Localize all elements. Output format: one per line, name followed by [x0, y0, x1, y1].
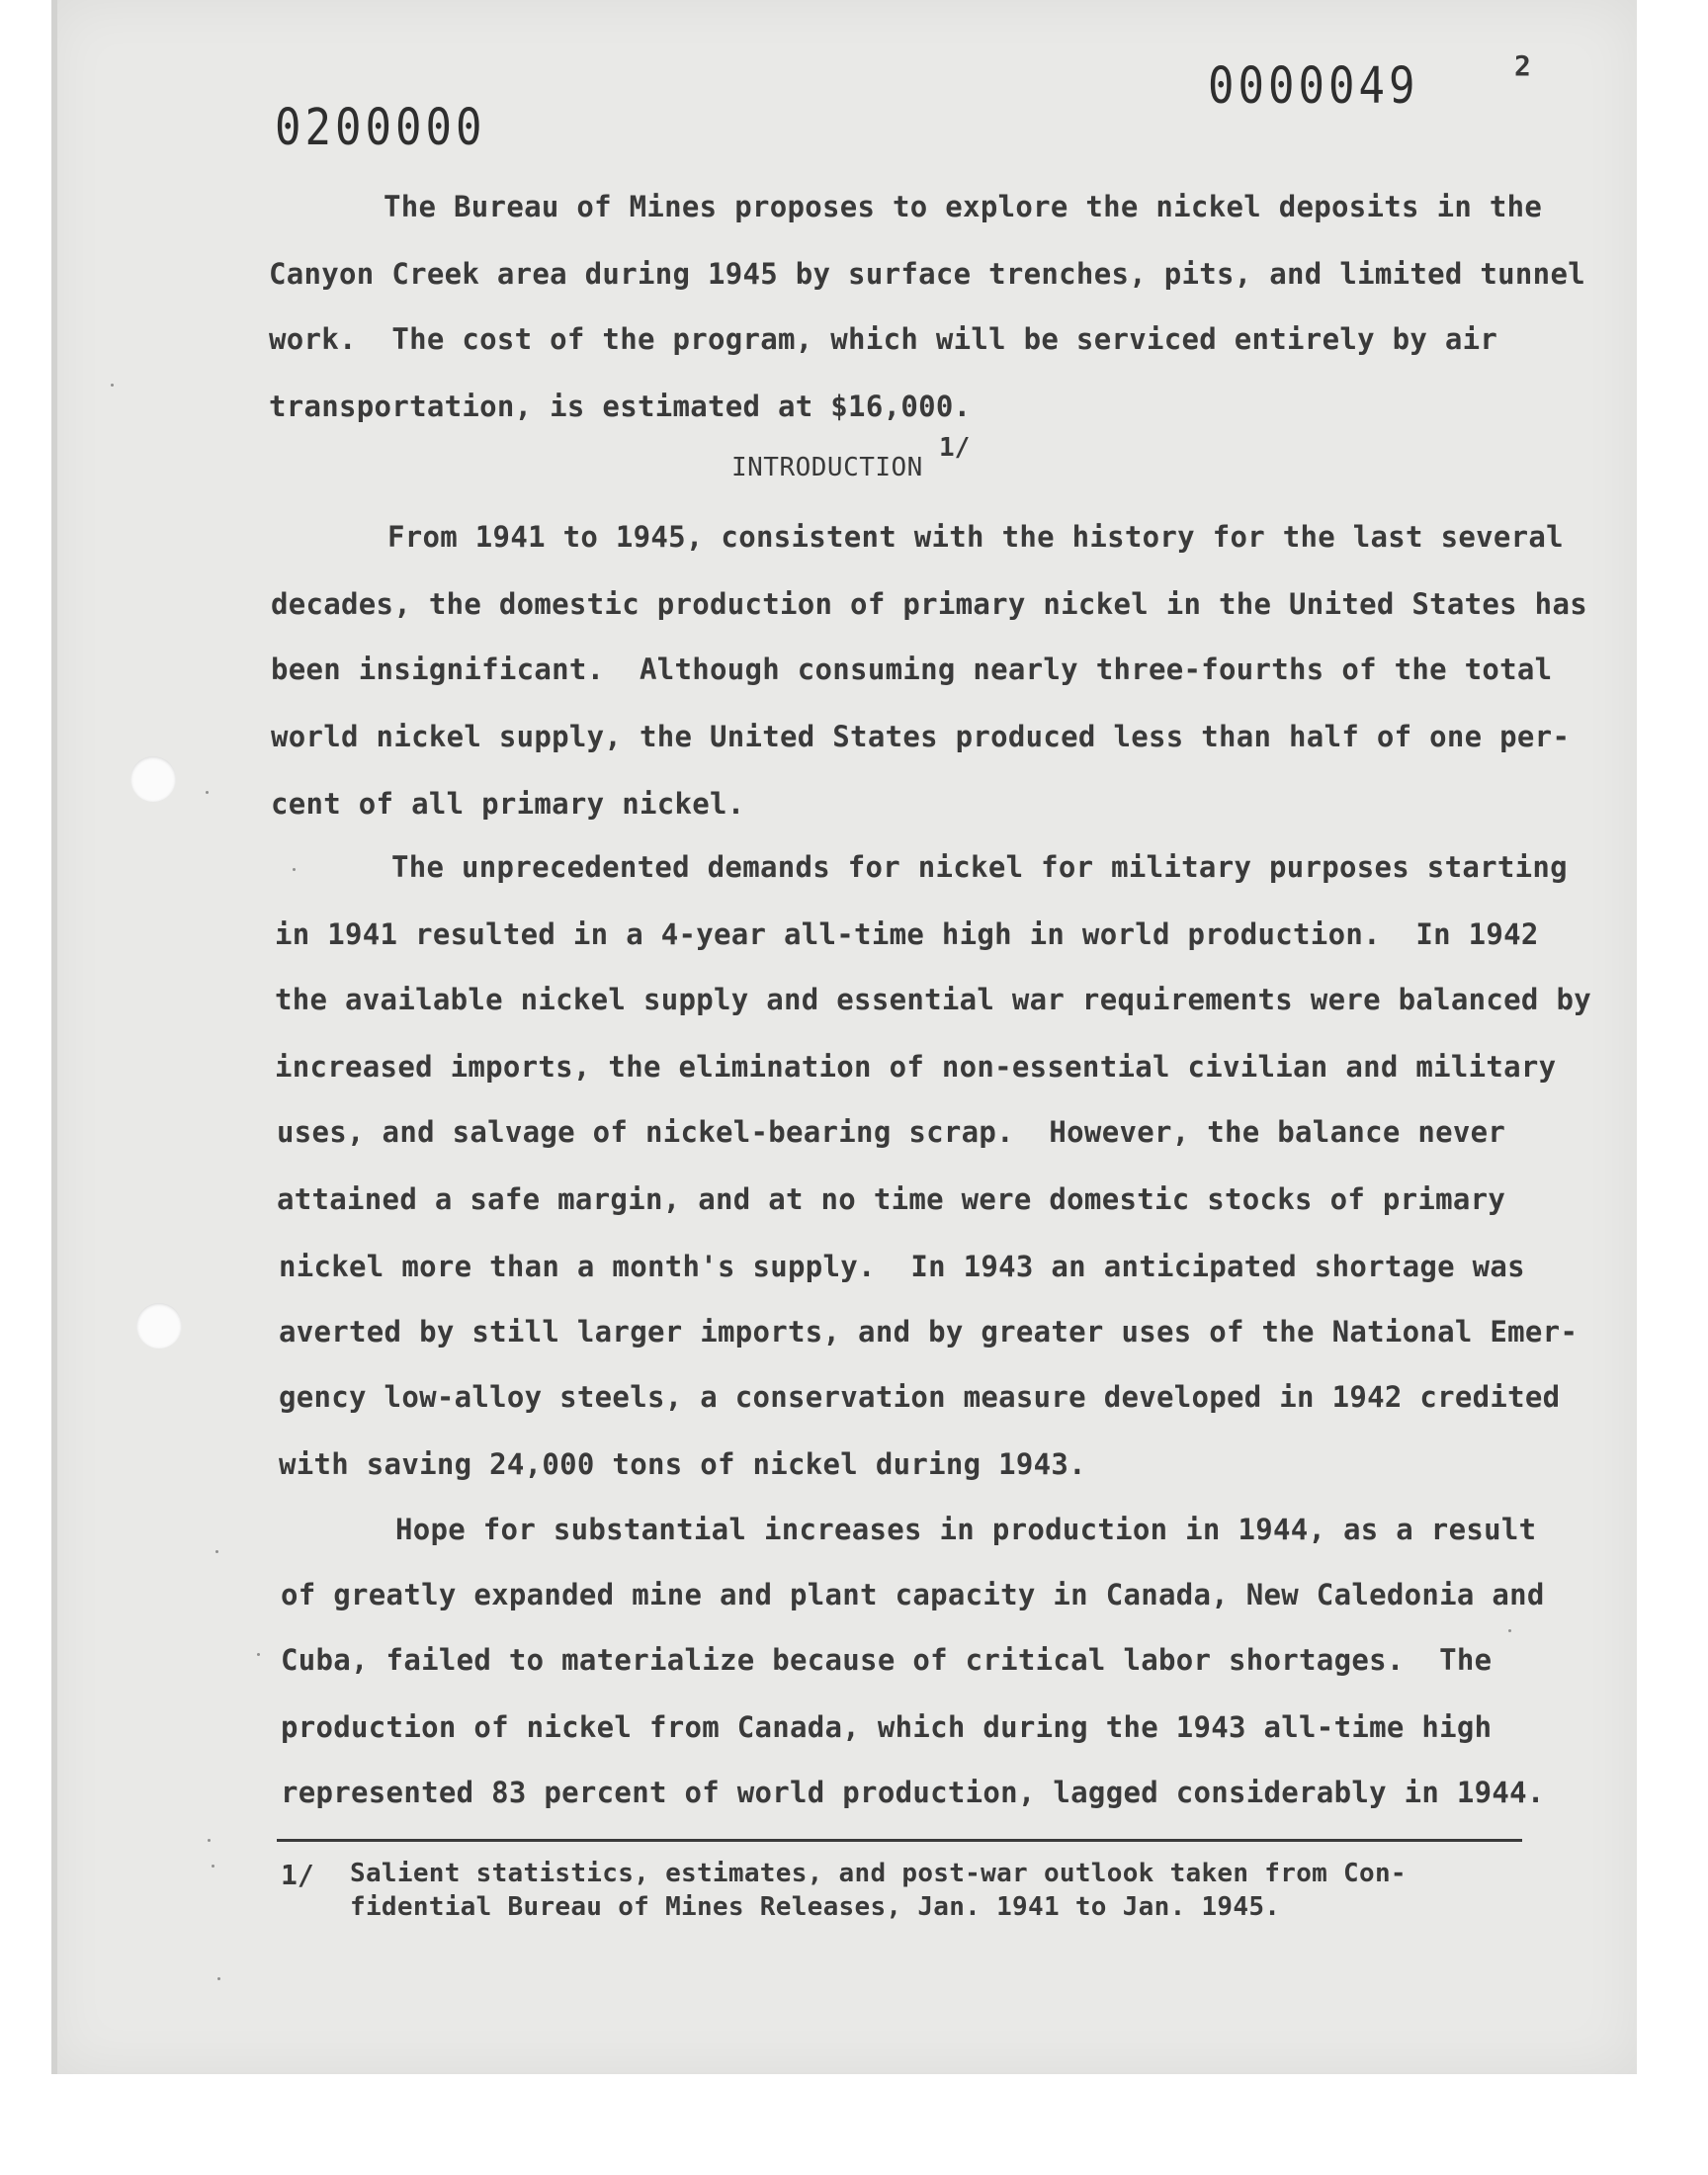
footnote-divider [277, 1839, 1522, 1842]
text-line: From 1941 to 1945, consistent with the history for the last several [387, 520, 1564, 554]
text-line: Canyon Creek area during 1945 by surface trenches, pits, and limited tunnel [269, 257, 1585, 291]
scan-speck [215, 1550, 218, 1553]
document-page [51, 0, 1637, 2074]
document-stamp-right: 0000049 [1208, 57, 1419, 116]
text-line: Cuba, failed to materialize because of critical labor shortages. The [281, 1643, 1493, 1677]
page-number: 2 [1514, 49, 1531, 82]
footnote-marker: 1/ [281, 1859, 314, 1891]
footnote-line: fidential Bureau of Mines Releases, Jan. 1941 to Jan. 1945. [350, 1892, 1281, 1922]
footnote-line: Salient statistics, estimates, and post-war outlook taken from Con- [350, 1859, 1407, 1888]
text-line: transportation, is estimated at $16,000. [269, 390, 972, 423]
scan-speck [1508, 1629, 1511, 1632]
scan-speck [257, 1653, 260, 1656]
text-line: uses, and salvage of nickel-bearing scrap. However, the balance never [277, 1115, 1506, 1149]
text-line: averted by still larger imports, and by greater uses of the National Emer- [279, 1315, 1579, 1348]
text-line: production of nickel from Canada, which during the 1943 all-time high [281, 1710, 1493, 1744]
text-line: decades, the domestic production of primary nickel in the United States has [271, 587, 1587, 621]
text-line: nickel more than a month's supply. In 1943 an anticipated shortage was [279, 1250, 1525, 1283]
section-heading: INTRODUCTION [731, 453, 923, 482]
text-line: in 1941 resulted in a 4-year all-time high in world production. In 1942 [275, 917, 1539, 951]
punch-hole-lower [136, 1303, 182, 1348]
scan-speck [217, 1977, 220, 1980]
text-line: work. The cost of the program, which will be serviced entirely by air [269, 322, 1498, 356]
heading-footnote-ref: 1/ [939, 433, 971, 463]
text-line: gency low-alloy steels, a conservation measure developed in 1942 credited [279, 1380, 1561, 1414]
scan-speck [208, 1839, 211, 1842]
page-edge [51, 0, 57, 2074]
text-line: The Bureau of Mines proposes to explore the nickel deposits in the [384, 190, 1543, 223]
document-stamp-left: 0200000 [275, 99, 486, 157]
text-line: Hope for substantial increases in production in 1944, as a result [395, 1513, 1537, 1546]
text-line: world nickel supply, the United States produced less than half of one per- [271, 720, 1571, 753]
scan-speck [111, 384, 114, 387]
text-line: represented 83 percent of world production, lagged considerably in 1944. [281, 1776, 1545, 1809]
text-line: with saving 24,000 tons of nickel during 1943. [279, 1447, 1086, 1481]
text-line: the available nickel supply and essential war requirements were balanced by [275, 983, 1591, 1016]
text-line: attained a safe margin, and at no time were domestic stocks of primary [277, 1182, 1506, 1216]
text-line: increased imports, the elimination of non-essential civilian and military [275, 1050, 1557, 1084]
punch-hole-upper [130, 756, 176, 802]
text-line: The unprecedented demands for nickel for military purposes starting [391, 850, 1568, 884]
text-line: of greatly expanded mine and plant capacity in Canada, New Caledonia and [281, 1578, 1545, 1611]
scan-speck [206, 791, 209, 794]
text-line: cent of all primary nickel. [271, 787, 745, 821]
scan-speck [293, 868, 296, 871]
text-line: been insignificant. Although consuming nearly three-fourths of the total [271, 652, 1553, 686]
scan-speck [212, 1865, 214, 1868]
